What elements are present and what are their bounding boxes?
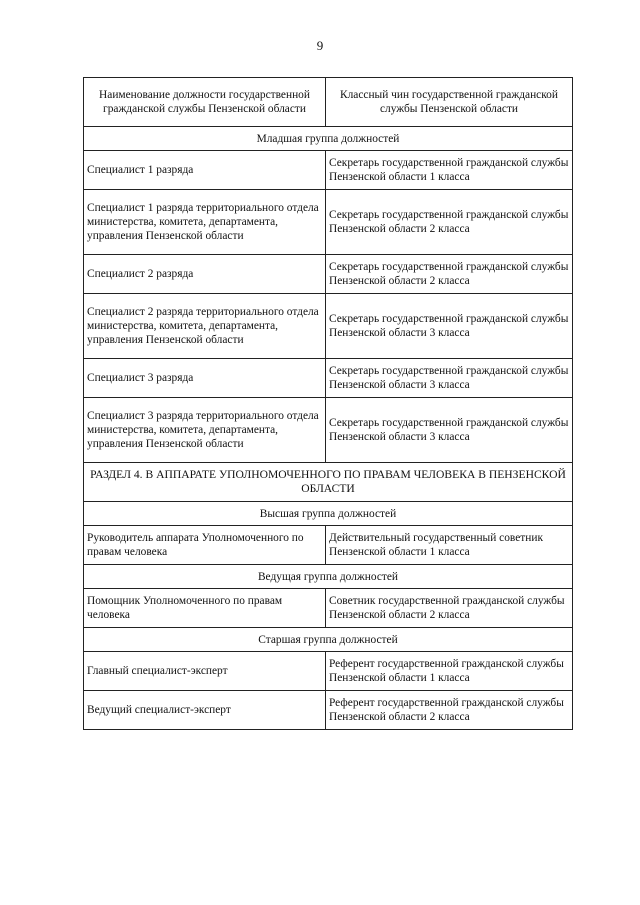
position-name-cell: Руководитель аппарата Уполномоченного по правам человека — [84, 526, 326, 565]
position-name-cell: Специалист 2 разряда — [84, 255, 326, 294]
class-rank-cell: Секретарь государственной гражданской службы Пензенской области 3 класса — [326, 359, 573, 398]
position-name-cell: Ведущий специалист-эксперт — [84, 691, 326, 730]
position-name-cell: Специалист 3 разряда территориального отдела министерства, комитета, департамента, управления Пензенской области — [84, 398, 326, 463]
table-row — [84, 294, 573, 359]
table-header-row — [84, 78, 573, 127]
table-row — [84, 359, 573, 398]
table-row — [84, 526, 573, 565]
group-header-row — [84, 127, 573, 151]
class-rank-cell: Советник государственной гражданской службы Пензенской области 2 класса — [326, 589, 573, 628]
table-row — [84, 691, 573, 730]
class-rank-cell: Секретарь государственной гражданской службы Пензенской области 3 класса — [326, 398, 573, 463]
class-rank-table — [83, 77, 573, 730]
class-rank-cell: Секретарь государственной гражданской службы Пензенской области 1 класса — [326, 151, 573, 190]
group-title: Высшая группа должностей — [84, 502, 573, 526]
group-header-row — [84, 502, 573, 526]
group-title: Ведущая группа должностей — [84, 565, 573, 589]
table-row — [84, 652, 573, 691]
class-rank-cell: Действительный государственный советник Пензенской области 1 класса — [326, 526, 573, 565]
header-class-rank: Классный чин государственной гражданской службы Пензенской области — [326, 78, 573, 127]
table-row — [84, 190, 573, 255]
table-row — [84, 255, 573, 294]
table-row — [84, 151, 573, 190]
page-number: 9 — [316, 38, 324, 53]
class-rank-cell: Референт государственной гражданской службы Пензенской области 2 класса — [326, 691, 573, 730]
class-rank-cell: Секретарь государственной гражданской службы Пензенской области 2 класса — [326, 255, 573, 294]
section-header-row — [84, 463, 573, 502]
group-title: Старшая группа должностей — [84, 628, 573, 652]
position-name-cell: Специалист 2 разряда территориального отдела министерства, комитета, департамента, управления Пензенской области — [84, 294, 326, 359]
section-title: РАЗДЕЛ 4. В АППАРАТЕ УПОЛНОМОЧЕННОГО ПО ПРАВАМ ЧЕЛОВЕКА В ПЕНЗЕНСКОЙ ОБЛАСТИ — [84, 463, 573, 502]
group-header-row — [84, 628, 573, 652]
class-rank-cell: Секретарь государственной гражданской службы Пензенской области 3 класса — [326, 294, 573, 359]
group-header-row — [84, 565, 573, 589]
position-name-cell: Главный специалист-эксперт — [84, 652, 326, 691]
position-name-cell: Специалист 1 разряда — [84, 151, 326, 190]
position-name-cell: Помощник Уполномоченного по правам человека — [84, 589, 326, 628]
position-name-cell: Специалист 1 разряда территориального отдела министерства, комитета, департамента, управления Пензенской области — [84, 190, 326, 255]
class-rank-cell: Референт государственной гражданской службы Пензенской области 1 класса — [326, 652, 573, 691]
position-name-cell: Специалист 3 разряда — [84, 359, 326, 398]
class-rank-cell: Секретарь государственной гражданской службы Пензенской области 2 класса — [326, 190, 573, 255]
table-row — [84, 398, 573, 463]
header-position-name: Наименование должности государственной гражданской службы Пензенской области — [84, 78, 326, 127]
table-row — [84, 589, 573, 628]
group-title: Младшая группа должностей — [84, 127, 573, 151]
